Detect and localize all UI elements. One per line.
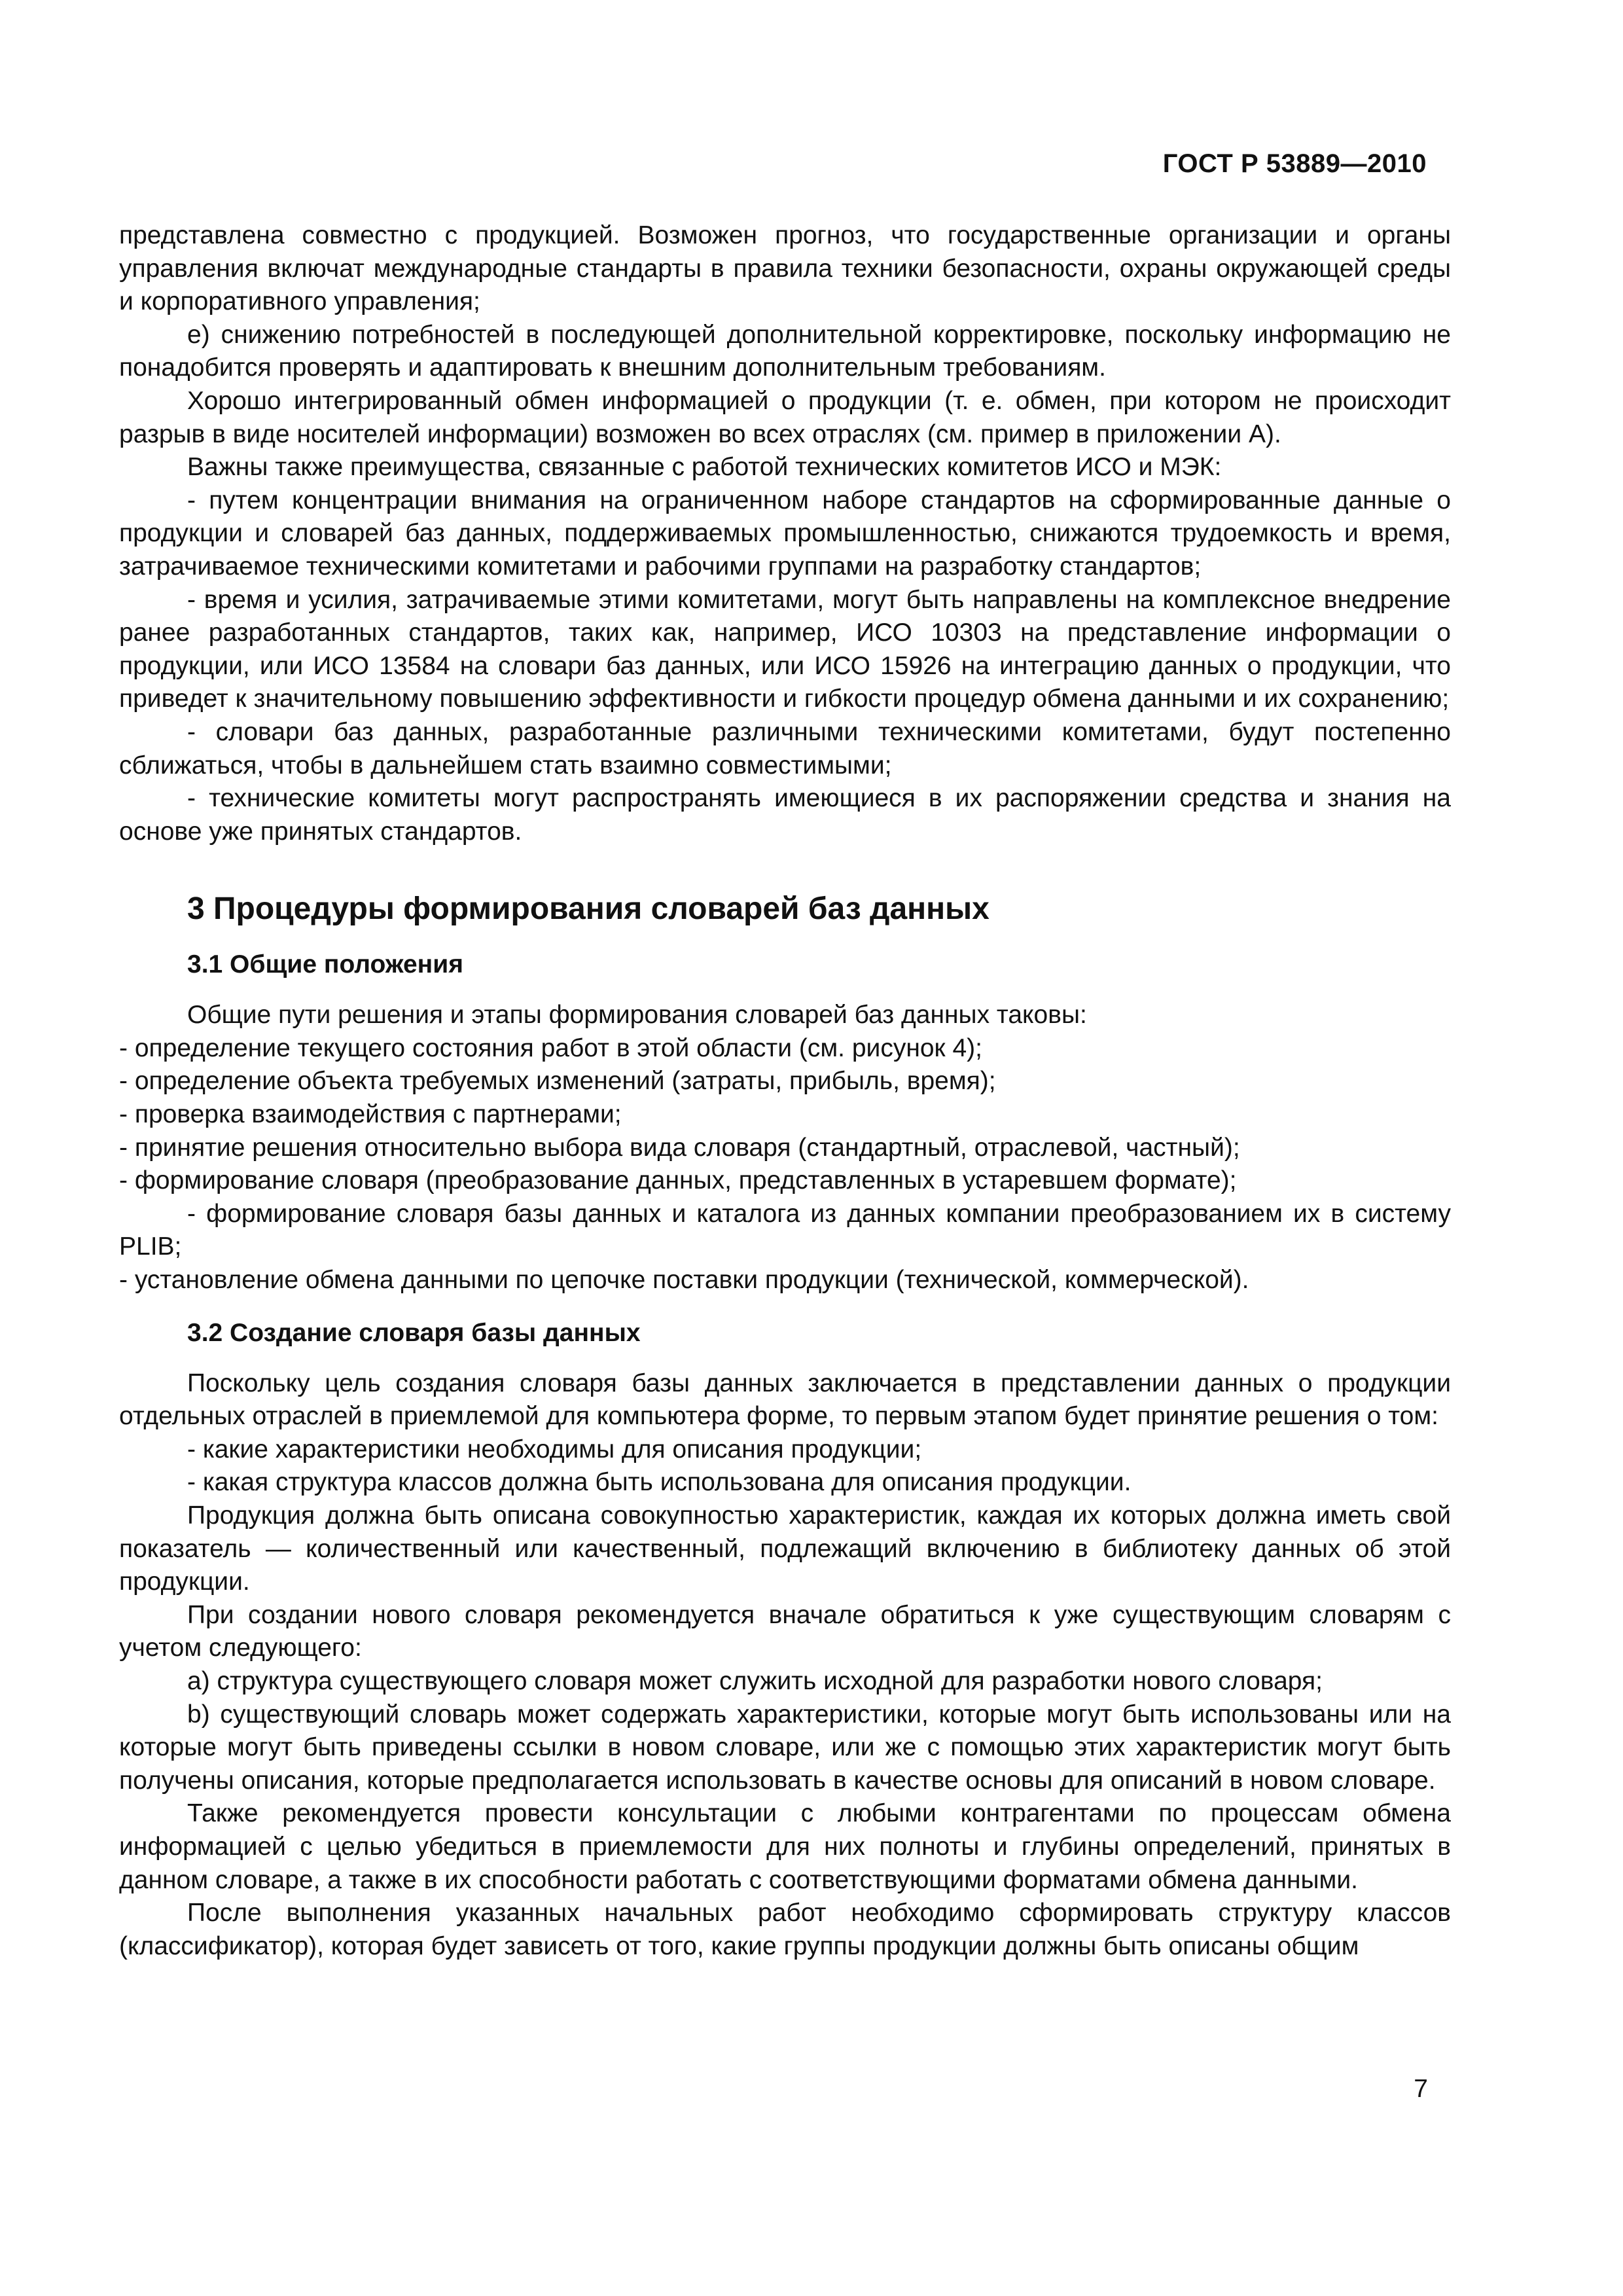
paragraph: После выполнения указанных начальных работ необходимо сформировать структуру классов (классификатор), которая будет зависеть от того, какие группы продукции должны быть описаны общим [119, 1899, 1451, 1960]
page-content [119, 219, 1451, 1963]
paragraph: Поскольку цель создания словаря базы данных заключается в представлении данных о продукции отдельных отраслей в приемлемой для компьютера форме, то первым этапом будет принятие решения о том: [119, 1369, 1451, 1431]
list-item: - какая структура классов должна быть использована для описания продукции. [187, 1468, 1132, 1497]
paragraph: Продукция должна быть описана совокупностью характеристик, каждая их которых должна иметь свой показатель — количественный или качественный, подлежащий включению в библиотеку данных об этой продукции. [119, 1501, 1451, 1596]
list-item: - путем концентрации внимания на ограниченном наборе стандартов на сформированные данные о продукции и словарей баз данных, поддерживаемых промышленностью, снижаются трудоемкость и время, затрачиваемое техническими комитетами и рабочими группами на разработку стандартов; [119, 486, 1451, 581]
paragraph: При создании нового словаря рекомендуется вначале обратиться к уже существующим словарям с учетом следующего: [119, 1600, 1451, 1662]
list-item: - принятие решения относительно выбора вида словаря (стандартный, отраслевой, частный); [119, 1133, 1240, 1162]
list-item: b) существующий словарь может содержать характеристики, которые могут быть использованы или на которые могут быть приведены ссылки в новом словаре, или же с помощью этих характеристик могут быть получены описания, которые предполагается использовать в качестве основы для описаний в новом словаре. [119, 1700, 1451, 1795]
list-item: - формирование словаря базы данных и каталога из данных компании преобразованием их в систему PLIB; [119, 1199, 1451, 1261]
list-item: - формирование словаря (преобразование данных, представленных в устаревшем формате); [119, 1166, 1237, 1195]
paragraph: Хорошо интегрированный обмен информацией о продукции (т. е. обмен, при котором не происходит разрыв в виде носителей информации) возможен во всех отраслях (см. пример в приложении А). [119, 386, 1451, 448]
paragraph: представлена совместно с продукцией. Возможен прогноз, что государственные организации и органы управления включат международные стандарты в правила техники безопасности, охраны окружающей среды и корпоративного управления; [119, 221, 1451, 316]
paragraph: Общие пути решения и этапы формирования словарей баз данных таковы: [187, 1001, 1087, 1030]
list-item: - время и усилия, затрачиваемые этими комитетами, могут быть направлены на комплексное внедрение ранее разработанных стандартов, таких как, например, ИСО 10303 на представление информации о продукции, или ИСО 13584 на словари баз данных, или ИСО 15926 на интеграцию данных о продукции, что приведет к значительному повышению эффективности и гибкости процедур обмена данными и их сохранению; [119, 585, 1451, 713]
list-item: е) снижению потребностей в последующей дополнительной корректировке, поскольку информацию не понадобится проверять и адаптировать к внешним дополнительным требованиям. [119, 320, 1451, 382]
list-item: - проверка взаимодействия с партнерами; [119, 1100, 622, 1129]
paragraph: Также рекомендуется провести консультации с любыми контрагентами по процессам обмена информацией с целью убедиться в приемлемости для них полноты и глубины определений, принятых в данном словаре, а также в их способности работать с соответствующими форматами обмена данными. [119, 1799, 1451, 1894]
list-item: - технические комитеты могут распространять имеющиеся в их распоряжении средства и знания на основе уже принятых стандартов. [119, 784, 1451, 846]
list-item: - определение объекта требуемых изменений (затраты, прибыль, время); [119, 1067, 996, 1096]
list-item: - словари баз данных, разработанные различными техническими комитетами, будут постепенно сближаться, чтобы в дальнейшем стать взаимно совместимыми; [119, 717, 1451, 780]
list-item: - установление обмена данными по цепочке поставки продукции (технической, коммерческой). [119, 1266, 1249, 1295]
section-heading: 3 Процедуры формирования словарей баз данных [187, 891, 990, 927]
list-item: - какие характеристики необходимы для описания продукции; [187, 1435, 922, 1463]
subsection-heading: 3.2 Создание словаря базы данных [187, 1318, 641, 1347]
list-item: а) структура существующего словаря может служить исходной для разработки нового словаря; [187, 1666, 1323, 1695]
document-code-header: ГОСТ Р 53889—2010 [1162, 149, 1427, 178]
page-number: 7 [1414, 2075, 1428, 2103]
list-item: - определение текущего состояния работ в этой области (см. рисунок 4); [119, 1033, 982, 1062]
paragraph: Важны также преимущества, связанные с работой технических комитетов ИСО и МЭК: [187, 453, 1222, 482]
subsection-heading: 3.1 Общие положения [187, 950, 463, 979]
